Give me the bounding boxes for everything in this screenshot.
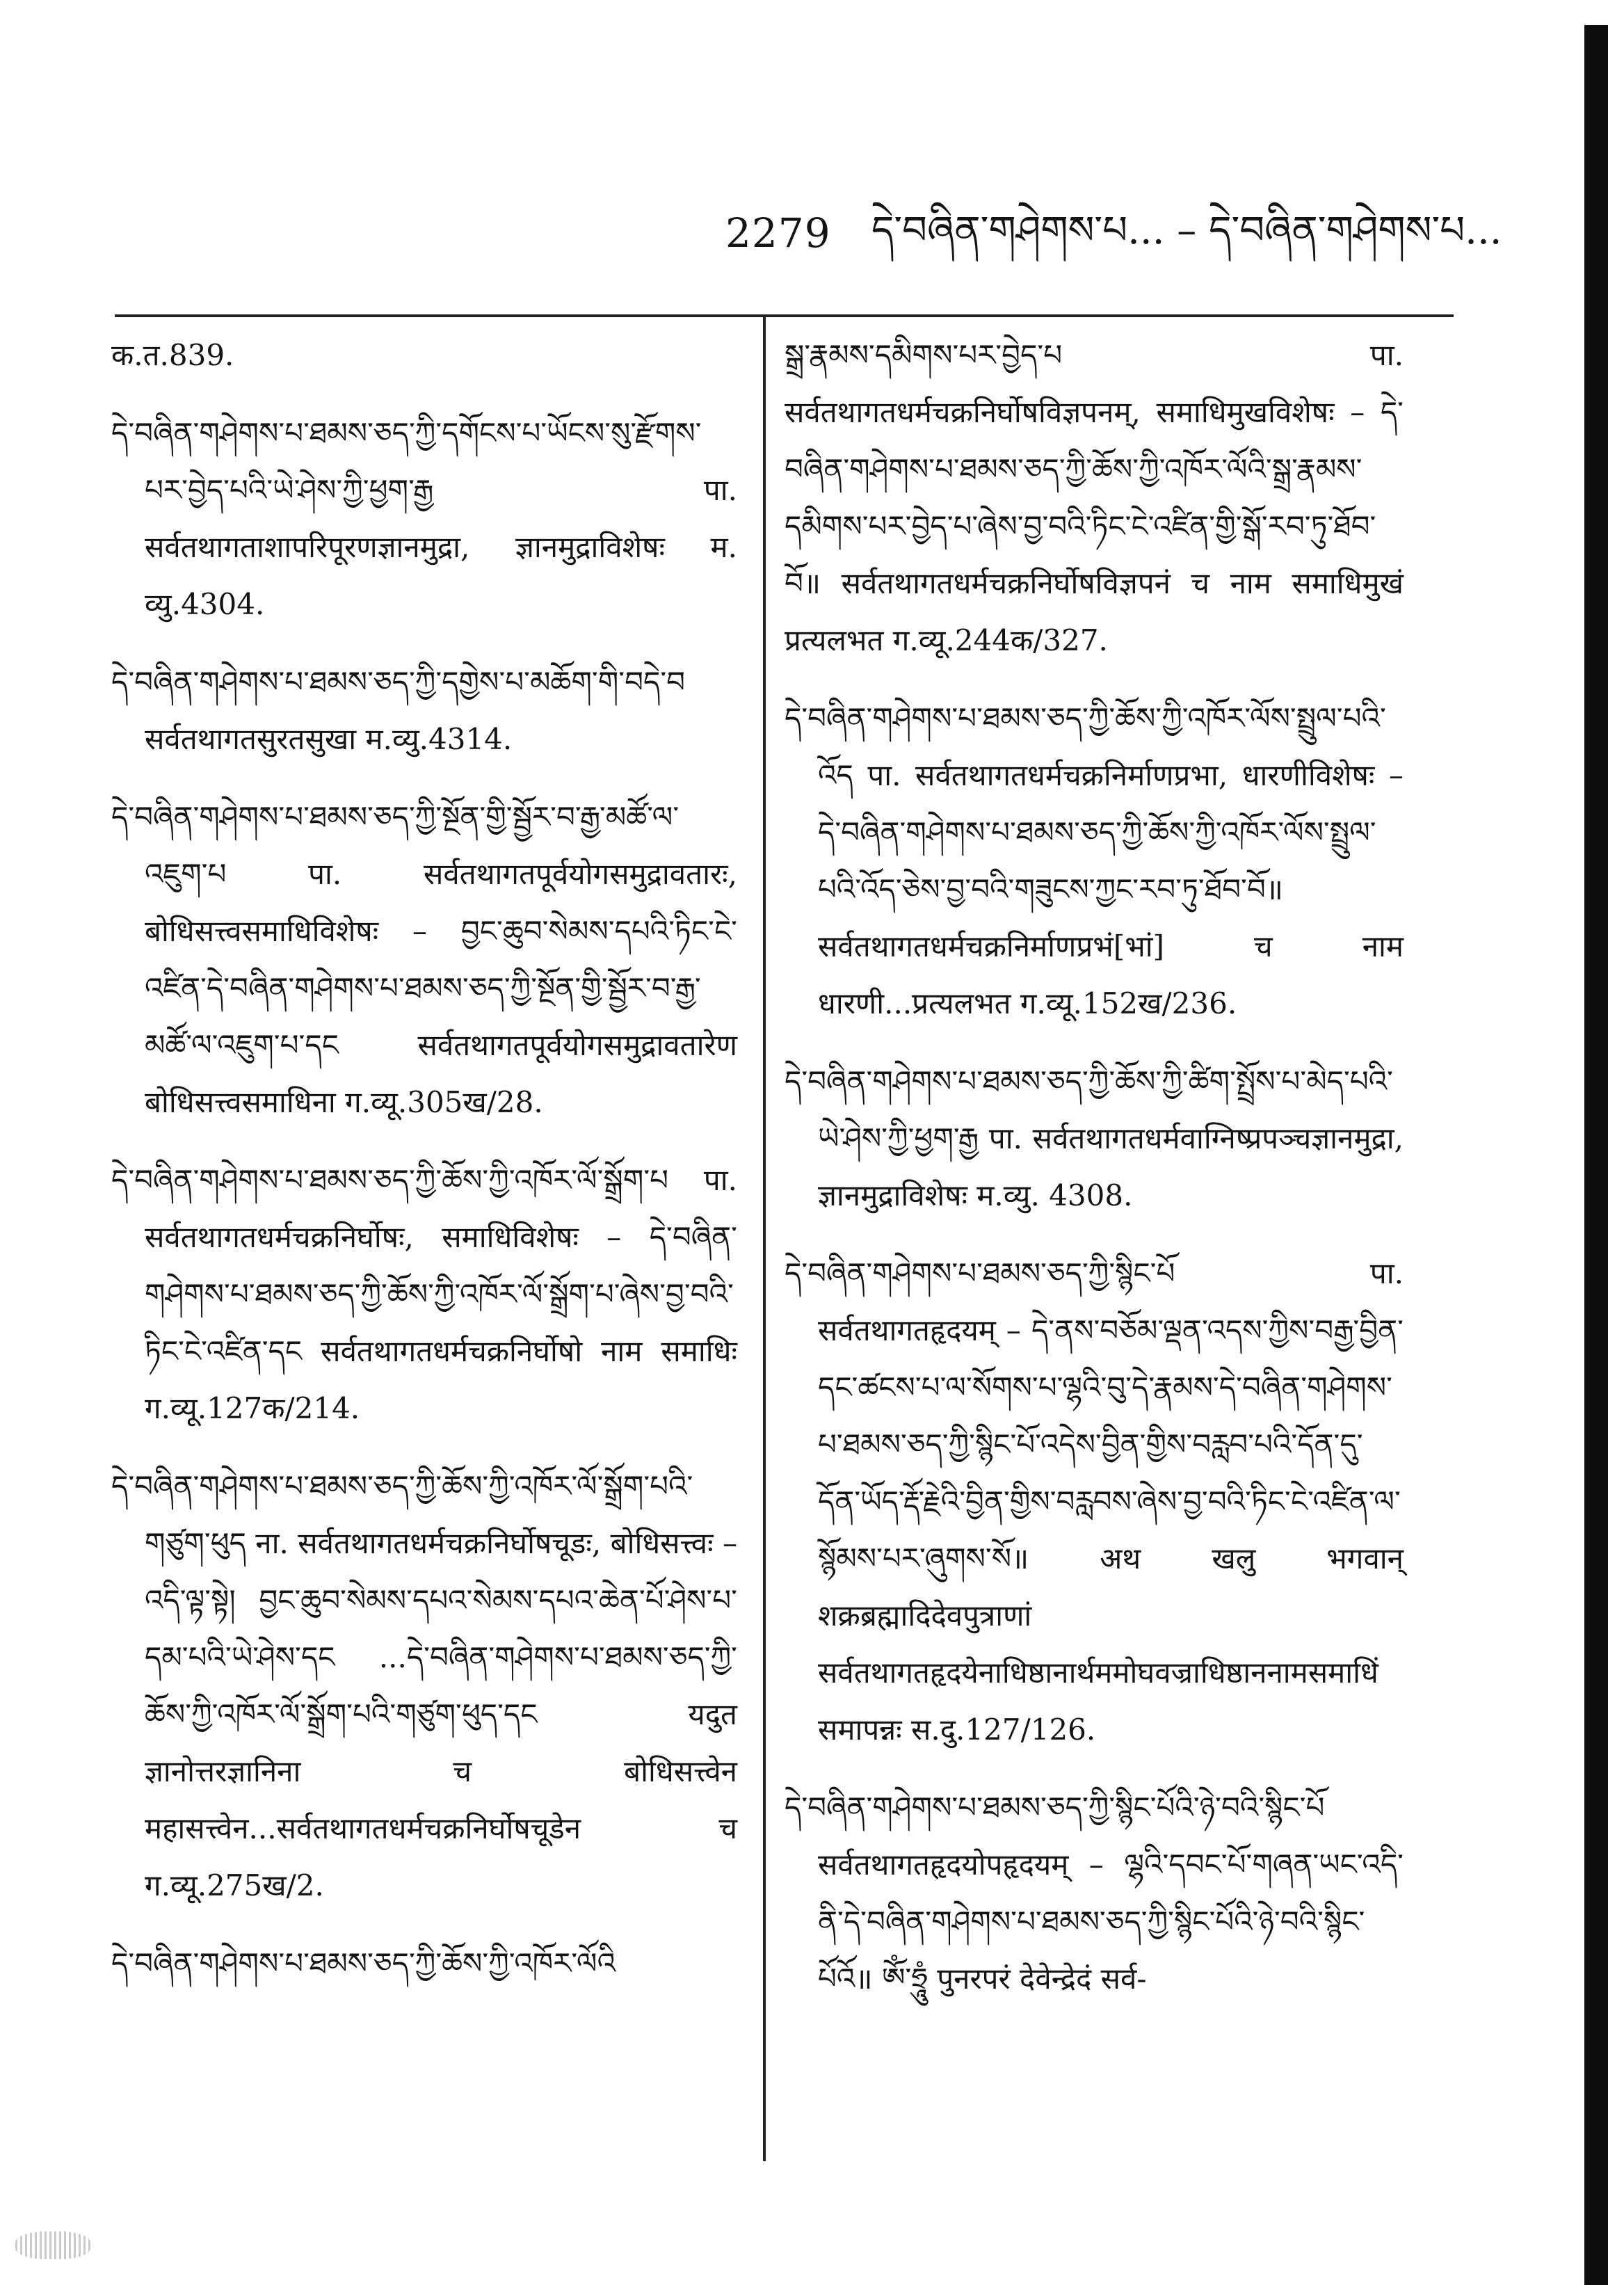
scan-smudge — [15, 2231, 90, 2259]
dictionary-entry: དེ་བཞིན་གཤེགས་པ་ཐམས་ཅད་ཀྱི་ཆོས་ཀྱི་འཁོར་ལོ་སྒྲོག་པའི་གཙུག་ཕུད ना. सर्वतथागतधर्मचक्रनिर्घोषचूडः, बोधिसत्त्वः – འདི་ལྟ་སྟེ། བྱང་ཆུབ་སེམས་དཔའ་སེམས་དཔའ་ཆེན་པོ་ཤེས་པ་དམ་པའི་ཡེ་ཤེས་དང ...དེ་བཞིན་གཤེགས་པ་ཐམས་ཅད་ཀྱི་ཆོས་ཀྱི་འཁོར་ལོ་སྒྲོག་པའི་གཙུག་ཕུད་དང यदुत ज्ञानोत्तरज्ञानिना च बोधिसत्त्वेन महासत्त्वेन...सर्वतथागतधर्मचक्रनिर्घोषचूडेन च ग.व्यू.275ख/2. — [111, 1469, 737, 1902]
running-head: དེ་བཞིན་གཤེགས་པ... – དེ་བཞིན་གཤེགས་པ... — [871, 208, 1502, 253]
left-column — [111, 327, 737, 2013]
dictionary-entry: དེ་བཞིན་གཤེགས་པ་ཐམས་ཅད་ཀྱི་ཆོས་ཀྱི་འཁོར་ལོ་སྒྲོག་པ पा. सर्वतथागतधर्मचक्रनिर्घोषः, समाधिविशेषः – དེ་བཞིན་གཤེགས་པ་ཐམས་ཅད་ཀྱི་ཆོས་ཀྱི་འཁོར་ལོ་སྒྲོག་པ་ཞེས་བྱ་བའི་ཏིང་ངེ་འཛིན་དང सर्वतथागतधर्मचक्रनिर्घोषो नाम समाधिः ग.व्यू.127क/214. — [111, 1163, 737, 1425]
right-column — [785, 327, 1404, 2028]
header-rule — [115, 314, 1454, 317]
scan-edge-bar — [1584, 25, 1608, 2285]
column-divider — [763, 314, 766, 2161]
dictionary-entry-continuation: སྒྲ་རྣམས་དམིགས་པར་བྱེད་པ पा. सर्वतथागतधर्मचक्रनिर्घोषविज्ञपनम्, समाधिमुखविशेषः – དེ་བཞིན་གཤེགས་པ་ཐམས་ཅད་ཀྱི་ཆོས་ཀྱི་འཁོར་ལོའི་སྒྲ་རྣམས་དམིགས་པར་བྱེད་པ་ཞེས་བྱ་བའི་ཏིང་ངེ་འཛིན་གྱི་སྒོ་རབ་ཏུ་ཐོབ་བོ॥ सर्वतथागतधर्मचक्रनिर्घोषविज्ञपनं च नाम समाधिमुखं प्रत्यलभत ग.व्यू.244क/327. — [785, 338, 1404, 657]
dictionary-entry-continuation: क.त.839. — [111, 338, 234, 372]
dictionary-entry: དེ་བཞིན་གཤེགས་པ་ཐམས་ཅད་ཀྱི་སྙིང་པོའི་ཉེ་བའི་སྙིང་པོ सर्वतथागतहृदयोपहृदयम् – ལྷའི་དབང་པོ་གཞན་ཡང་འདི་ནི་དེ་བཞིན་གཤེགས་པ་ཐམས་ཅད་ཀྱི་སྙིང་པོའི་ཉེ་བའི་སྙིང་པོའོ॥ ཨོཾ་ཧྲཱུཾ पुनरपरं देवेन्द्रेदं सर्व- — [785, 1790, 1404, 1996]
dictionary-entry: དེ་བཞིན་གཤེགས་པ་ཐམས་ཅད་ཀྱི་དགྱེས་པ་མཆོག་གི་བདེ་བ सर्वतथागतसुरतसुखा म.व्यु.4314. — [111, 665, 686, 756]
dictionary-entry: དེ་བཞིན་གཤེགས་པ་ཐམས་ཅད་ཀྱི་སྙིང་པོ पा. सर्वतथागतहृदयम् – དེ་ནས་བཅོམ་ལྡན་འདས་ཀྱིས་བརྒྱ་བྱིན་དང་ཚངས་པ་ལ་སོགས་པ་ལྷའི་བུ་དེ་རྣམས་དེ་བཞིན་གཤེགས་པ་ཐམས་ཅད་ཀྱི་སྙིང་པོ་འདེས་བྱིན་གྱིས་བརླབ་པའི་དོན་དུ་དོན་ཡོད་རྡོ་རྗེའི་བྱིན་གྱིས་བརླབས་ཞེས་བྱ་བའི་ཏིང་ངེ་འཛིན་ལ་སྙོམས་པར་ཞུགས་སོ॥ अथ खलु भगवान् शक्रब्रह्मादिदेवपुत्राणां सर्वतथागतहृदयेनाधिष्ठानार्थममोघवज्राधिष्ठाननामसमाधिं समापन्नः स.दु.127/126. — [785, 1256, 1404, 1747]
dictionary-entry: དེ་བཞིན་གཤེགས་པ་ཐམས་ཅད་ཀྱི་ཆོས་ཀྱི་འཁོར་ལོས་སྤྲུལ་པའི་འོད पा. सर्वतथागतधर्मचक्रनिर्माणप्रभा, धारणीविशेषः – དེ་བཞིན་གཤེགས་པ་ཐམས་ཅད་ཀྱི་ཆོས་ཀྱི་འཁོར་ལོས་སྤྲུལ་པའི་འོད་ཅེས་བྱ་བའི་གཟུངས་ཀྱང་རབ་ཏུ་ཐོབ་བོ॥ सर्वतथागतधर्मचक्रनिर्माणप्रभं[भां] च नाम धारणी...प्रत्यलभत ग.व्यू.152ख/236. — [785, 701, 1404, 1020]
dictionary-entry: དེ་བཞིན་གཤེགས་པ་ཐམས་ཅད་ཀྱི་སྔོན་གྱི་སྦྱོར་བ་རྒྱ་མཚོ་ལ་འཇུག་པ पा. सर्वतथागतपूर्वयोगसमुद्रावतारः, बोधिसत्त्वसमाधिविशेषः – བྱང་ཆུབ་སེམས་དཔའི་ཏིང་ངེ་འཛིན་དེ་བཞིན་གཤེགས་པ་ཐམས་ཅད་ཀྱི་སྔོན་གྱི་སྦྱོར་བ་རྒྱ་མཚོ་ལ་འཇུག་པ་དང सर्वतथागतपूर्वयोगसमुद्रावतारेण बोधिसत्त्वसमाधिना ग.व्यू.305ख/28. — [111, 800, 737, 1119]
dictionary-entry: དེ་བཞིན་གཤེགས་པ་ཐམས་ཅད་ཀྱི་ཆོས་ཀྱི་ཚིག་སྤྲོས་པ་མེད་པའི་ཡེ་ཤེས་ཀྱི་ཕྱག་རྒྱ पा. सर्वतथागतधर्मवाग्निष्प्रपञ्चज्ञानमुद्रा, ज्ञानमुद्राविशेषः म.व्यु. 4308. — [785, 1064, 1404, 1212]
page-number: 2279 — [725, 209, 831, 257]
dictionary-entry: དེ་བཞིན་གཤེགས་པ་ཐམས་ཅད་ཀྱི་དགོངས་པ་ཡོངས་སུ་རྫོགས་པར་བྱེད་པའི་ཡེ་ཤེས་ཀྱི་ཕྱག་རྒྱ पा. सर्वतथागताशापरिपूरणज्ञानमुद्रा, ज्ञानमुद्राविशेषः म. व्यु.4304. — [111, 416, 737, 621]
dictionary-entry: དེ་བཞིན་གཤེགས་པ་ཐམས་ཅད་ཀྱི་ཆོས་ཀྱི་འཁོར་ལོའི — [111, 1946, 616, 1980]
